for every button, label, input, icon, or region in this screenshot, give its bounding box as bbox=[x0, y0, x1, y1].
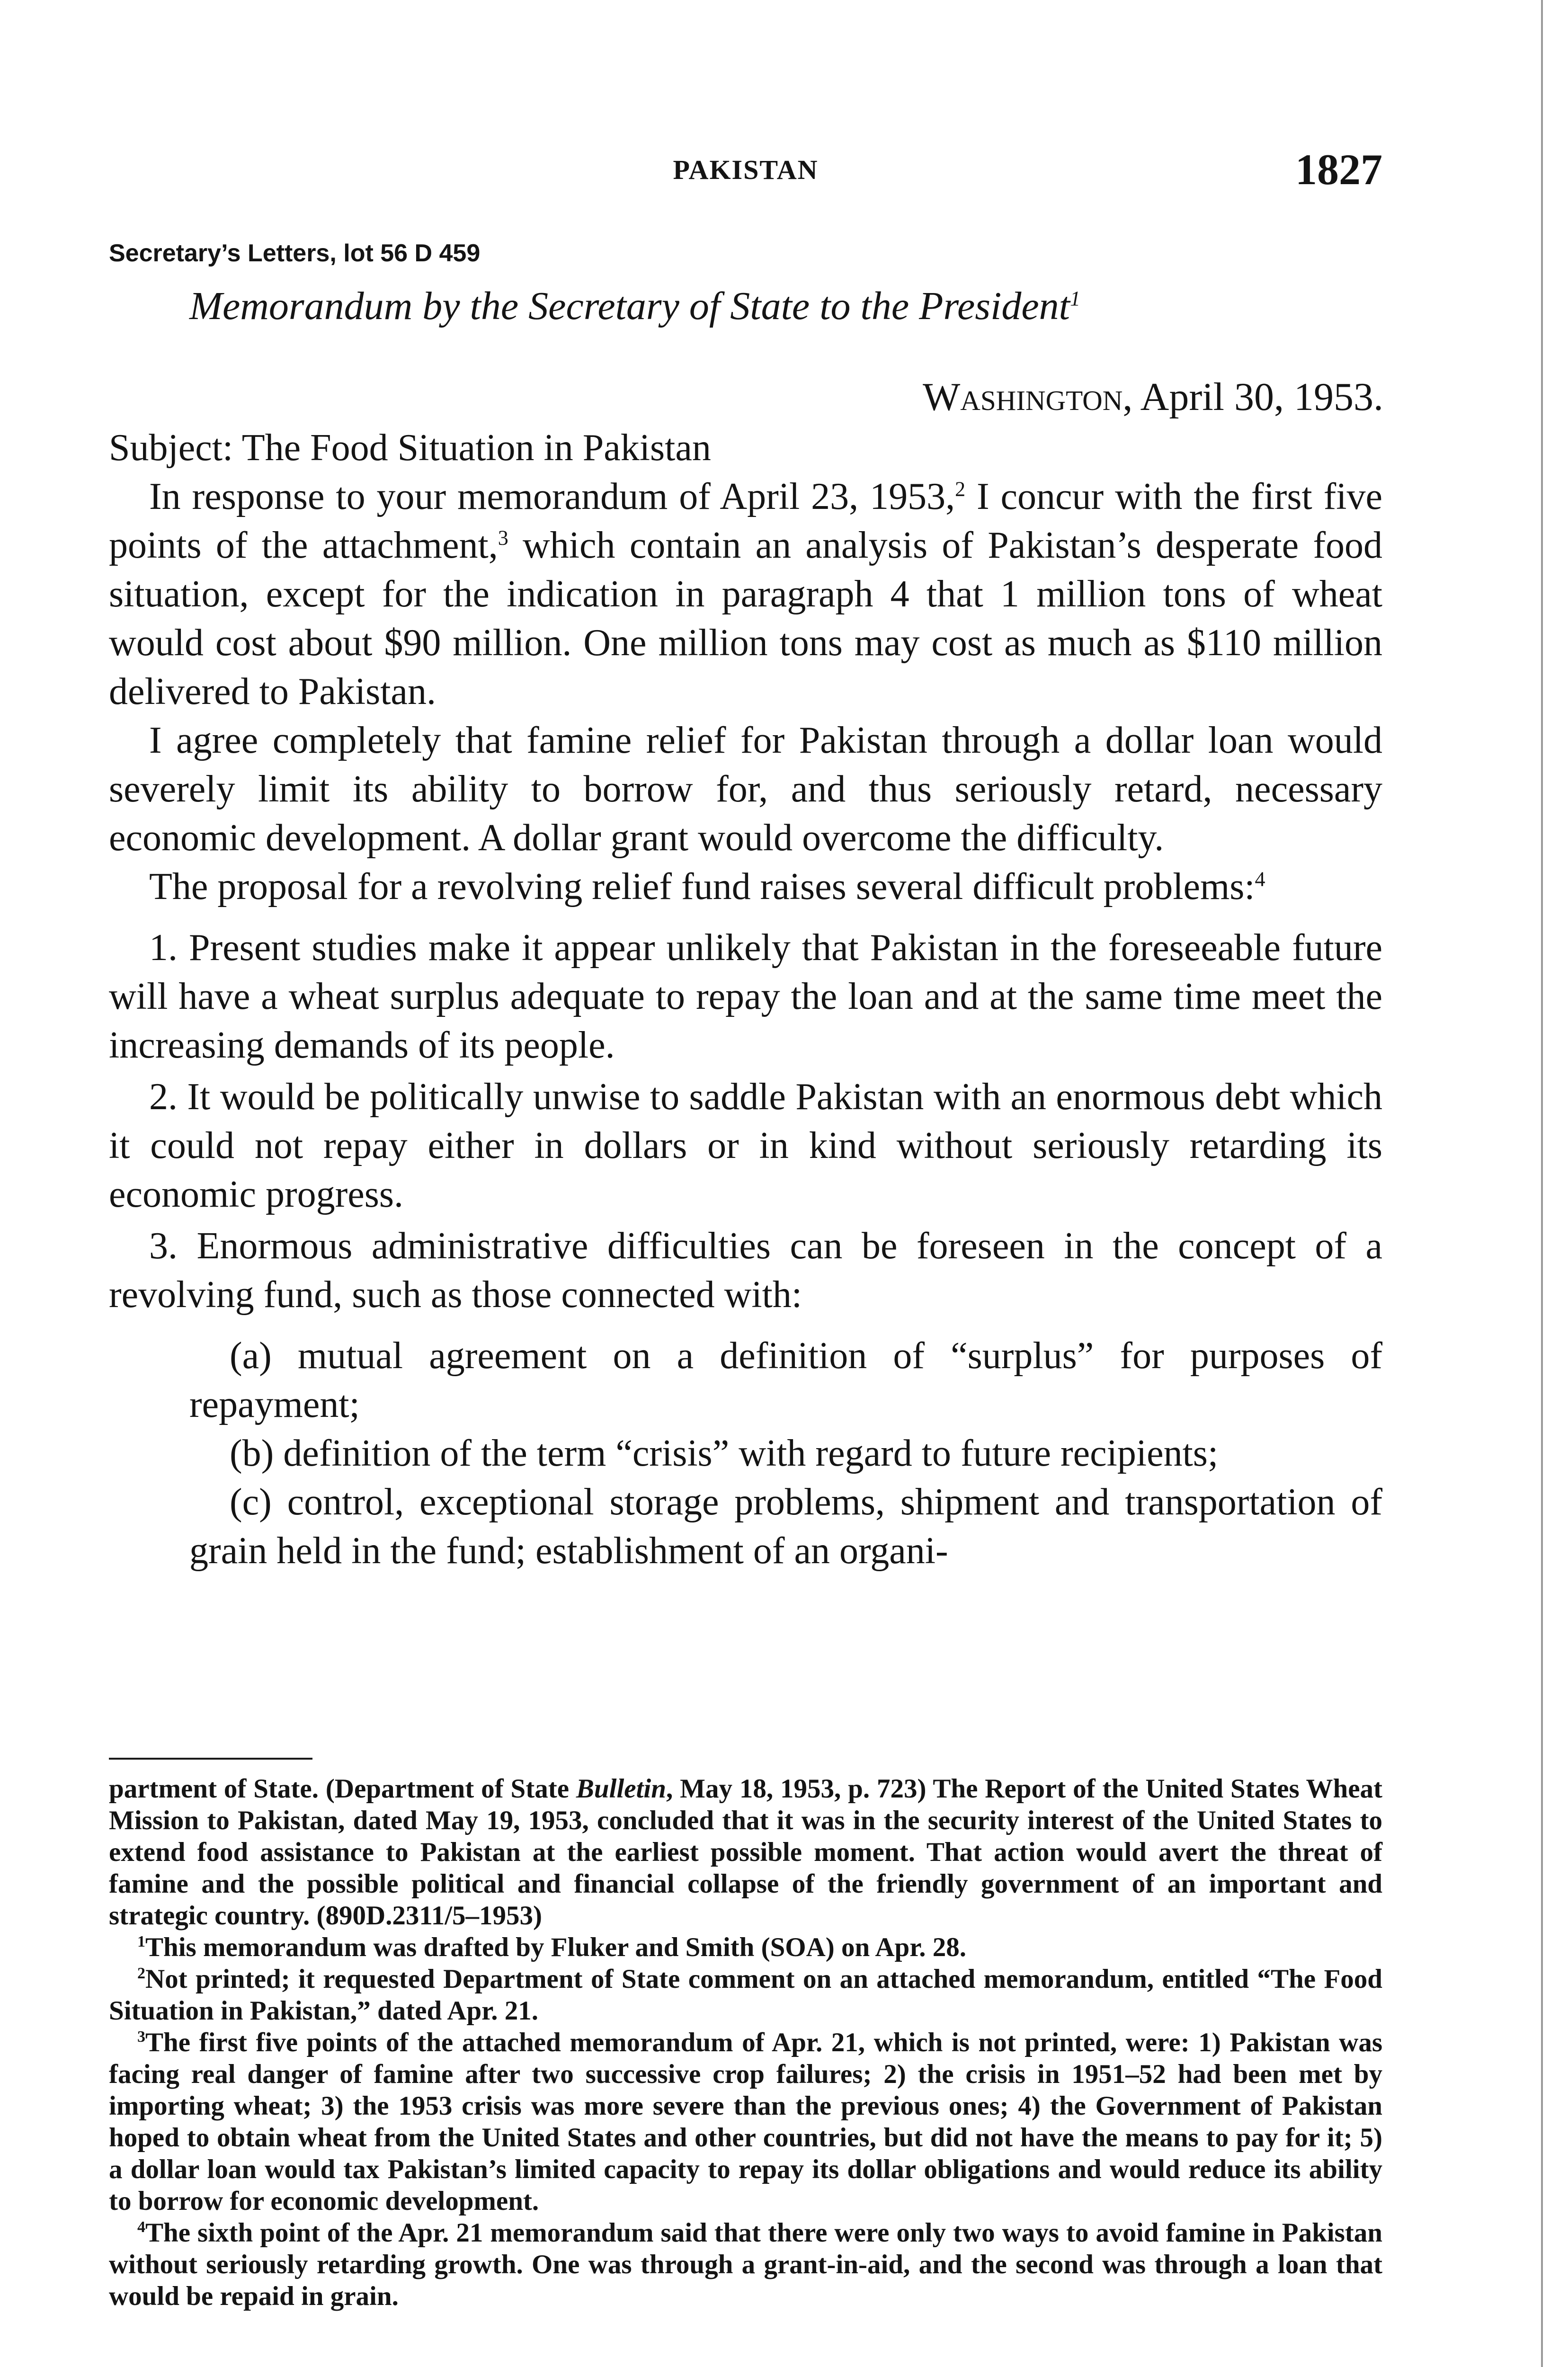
footnote-ref-2: 2 bbox=[955, 477, 966, 501]
footnote-3 bbox=[109, 2027, 1382, 2217]
dateline-place: Washington bbox=[922, 375, 1123, 419]
sub-item-text: definition of the term “crisis” with regard to future recipients; bbox=[274, 1433, 1219, 1474]
footnote-number: 1 bbox=[137, 1933, 145, 1950]
sub-item-text: control, exceptional storage problems, shipment and transportation of grain held in the fund; establishment of an organi- bbox=[189, 1481, 1382, 1572]
dateline-date: , April 30, 1953. bbox=[1123, 375, 1383, 419]
footnote-number: 4 bbox=[137, 2218, 145, 2236]
footnote-ref-3: 3 bbox=[498, 526, 508, 550]
running-head: PAKISTAN bbox=[673, 154, 819, 185]
page-header bbox=[109, 144, 1382, 201]
numbered-item-2: 2. It would be politically unwise to saddle Pakistan with an enormous debt which it could not repay either in dollars or in kind without seriously retarding its economic progress. bbox=[109, 1076, 1382, 1215]
numbered-item-1: 1. Present studies make it appear unlikely that Pakistan in the foreseeable future will have a wheat surplus adequate to repay the loan and at the same time meet the increasing demands of its people. bbox=[109, 927, 1382, 1066]
page-number: 1827 bbox=[1295, 145, 1382, 194]
page-edge-line bbox=[1541, 0, 1543, 2367]
footnote-number: 2 bbox=[137, 1965, 145, 1982]
source-note: Secretary’s Letters, lot 56 D 459 bbox=[109, 240, 481, 267]
footnote-text: This memorandum was drafted by Fluker and Smith (SOA) on Apr. 28. bbox=[145, 1932, 967, 1962]
footnote-4 bbox=[109, 2217, 1382, 2312]
paragraph-3-text: The proposal for a revolving relief fund raises several difficult problems: bbox=[149, 866, 1255, 908]
document-title-text: Memorandum by the Secretary of State to the President bbox=[189, 284, 1070, 328]
footnote-2 bbox=[109, 1963, 1382, 2027]
numbered-item-3: 3. Enormous administrative difficulties can be foreseen in the concept of a revolving fund, such as those connected with: bbox=[109, 1225, 1382, 1316]
dateline bbox=[923, 374, 1383, 420]
footnotes bbox=[109, 1773, 1382, 2312]
footnote-text: Not printed; it requested Department of State comment on an attached memorandum, entitled “The Food Situation in Pakistan,” dated Apr. 21. bbox=[109, 1964, 1382, 2026]
sub-item-list bbox=[109, 1332, 1382, 1575]
footnote-continued-bulletin: Bulletin bbox=[576, 1774, 666, 1804]
sub-item-a bbox=[109, 1332, 1382, 1429]
footnote-continued-text-a: partment of State. (Department of State bbox=[109, 1774, 576, 1804]
sub-item-c bbox=[109, 1478, 1382, 1575]
paragraph-1-text-a: In response to your memorandum of April 23, 1953, bbox=[149, 476, 955, 517]
paragraph-2: I agree completely that famine relief for Pakistan through a dollar loan would severely limit its ability to borrow for, and thus seriously retard, necessary economic development. A dollar grant would overcome the difficulty. bbox=[109, 720, 1382, 859]
footnote-continued bbox=[109, 1773, 1382, 1931]
sub-item-text: mutual agreement on a definition of “surplus” for purposes of repayment; bbox=[189, 1335, 1382, 1425]
footnote-continued-text-b: , May 18, 1953, p. 723) The Report of the United States Wheat Mission to Pakistan, dated May 19, 1953, concluded that it was in the security interest of the United States to extend food assistance to Pakistan at the earliest possible moment. That action would avert the threat of famine and the possible political and financial collapse of the friendly government of an important and strategic country. (890D.2311/5–1953) bbox=[109, 1774, 1382, 1931]
sub-item-label: (c) bbox=[230, 1481, 272, 1523]
memorandum-body bbox=[109, 424, 1382, 1575]
sub-item-label: (b) bbox=[230, 1433, 274, 1474]
footnote-divider bbox=[109, 1758, 312, 1760]
footnote-ref-4: 4 bbox=[1255, 867, 1265, 891]
footnote-1 bbox=[109, 1931, 1382, 1963]
sub-item-b bbox=[109, 1429, 1382, 1478]
paragraph-1-text-b: I concur with the first five points of the attachment, bbox=[109, 476, 1383, 566]
document-title bbox=[189, 283, 1373, 329]
footnote-number: 3 bbox=[137, 2028, 145, 2046]
sub-item-label: (a) bbox=[230, 1335, 272, 1377]
footnote-ref-1: 1 bbox=[1069, 287, 1080, 310]
footnote-text: The sixth point of the Apr. 21 memorandum said that there were only two ways to avoid famine in Pakistan without seriously retarding growth. One was through a grant-in-aid, and the second was through a loan that would be repaid in grain. bbox=[109, 2218, 1382, 2311]
paragraph-1 bbox=[109, 472, 1382, 716]
paragraph-1-text-c: which contain an analysis of Pakistan’s desperate food situation, except for the indication in paragraph 4 that 1 million tons of wheat would cost about $90 million. One million tons may cost as much as $110 million delivered to Pakistan. bbox=[109, 525, 1382, 712]
paragraph-3 bbox=[109, 863, 1382, 911]
footnote-text: The first five points of the attached memorandum of Apr. 21, which is not printed, were: 1) Pakistan was facing real danger of famine after two successive crop failures; 2) the crisis in 1951–52 had been met by importing wheat; 3) the 1953 crisis was more severe than the previous ones; 4) the Government of Pakistan hoped to obtain wheat from the United States and other countries, but did not have the means to pay for it; 5) a dollar loan would tax Pakistan’s limited capacity to repay its dollar obligations and would reduce its ability to borrow for economic development. bbox=[109, 2028, 1382, 2216]
subject-line: Subject: The Food Situation in Pakistan bbox=[109, 427, 711, 469]
